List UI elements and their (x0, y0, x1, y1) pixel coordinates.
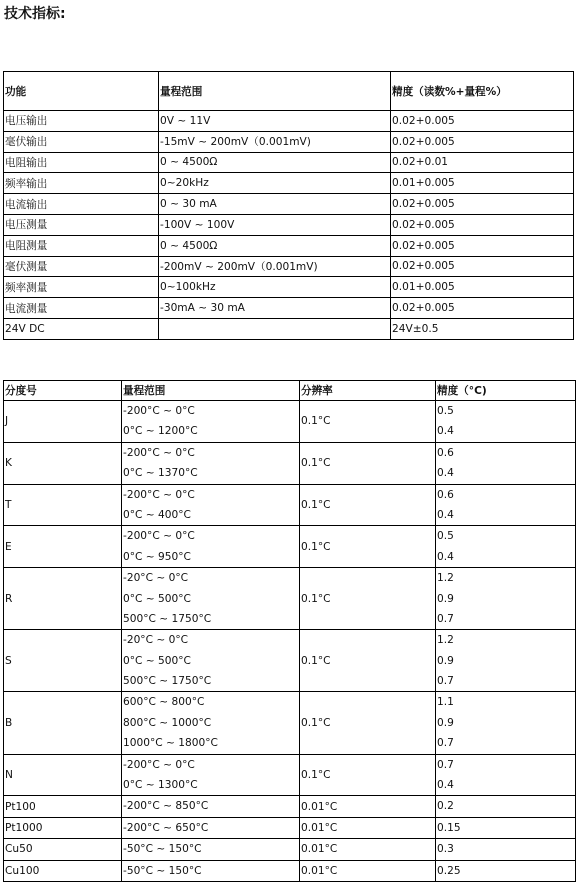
table-row (4, 298, 574, 319)
cell-type: Pt100 (4, 796, 122, 817)
table-row (4, 256, 574, 277)
cell-accuracy: 0.01+0.005 (391, 277, 574, 298)
cell-range: -100V ~ 100V (159, 214, 391, 235)
table-header-row (4, 381, 576, 401)
cell-resolution: 0.1°C (300, 754, 436, 796)
range-line: -50°C ~ 150°C (123, 843, 202, 856)
cell-accuracy: 0.02+0.005 (391, 131, 574, 152)
header-range: 量程范围 (122, 381, 300, 401)
cell-range (122, 754, 300, 796)
table-row (4, 318, 574, 339)
accuracy-line: 0.4 (437, 779, 454, 792)
cell-resolution: 0.1°C (300, 401, 436, 443)
cell-type: J (4, 401, 122, 443)
table-row (4, 526, 576, 568)
accuracy-line: 1.2 (437, 634, 454, 647)
range-line: 0°C ~ 400°C (123, 508, 191, 521)
table-row (4, 152, 574, 173)
table-row (4, 235, 574, 256)
range-line: 0°C ~ 1200°C (123, 425, 198, 438)
accuracy-line: 0.6 (437, 488, 454, 501)
cell-type: Pt1000 (4, 817, 122, 838)
cell-accuracy: 0.02+0.005 (391, 214, 574, 235)
table-row (4, 194, 574, 215)
cell-accuracy (436, 630, 576, 692)
cell-function: 频率输出 (4, 173, 159, 194)
header-range: 量程范围 (159, 72, 391, 111)
range-line: 0°C ~ 1300°C (123, 779, 198, 792)
accuracy-line: 0.9 (437, 654, 454, 667)
header-resolution: 分辨率 (300, 381, 436, 401)
cell-function: 24V DC (4, 318, 159, 339)
cell-resolution: 0.01°C (300, 860, 436, 881)
cell-accuracy (436, 568, 576, 630)
cell-function: 频率测量 (4, 277, 159, 298)
cell-accuracy (436, 817, 576, 838)
range-line: 0°C ~ 1370°C (123, 467, 198, 480)
cell-function: 电阻输出 (4, 152, 159, 173)
cell-accuracy: 24V±0.5 (391, 318, 574, 339)
cell-type: R (4, 568, 122, 630)
range-line: 0°C ~ 950°C (123, 550, 191, 563)
cell-type: N (4, 754, 122, 796)
cell-resolution: 0.1°C (300, 442, 436, 484)
accuracy-line: 0.7 (437, 758, 454, 771)
cell-accuracy (436, 796, 576, 817)
cell-resolution: 0.1°C (300, 568, 436, 630)
cell-function: 电流测量 (4, 298, 159, 319)
cell-resolution: 0.01°C (300, 796, 436, 817)
accuracy-line: 0.4 (437, 467, 454, 480)
cell-resolution: 0.1°C (300, 526, 436, 568)
accuracy-line: 1.2 (437, 572, 454, 585)
range-line: 0°C ~ 500°C (123, 592, 191, 605)
cell-function: 毫伏测量 (4, 256, 159, 277)
cell-type: K (4, 442, 122, 484)
range-line: 600°C ~ 800°C (123, 696, 205, 709)
range-line: -200°C ~ 0°C (123, 405, 195, 417)
cell-accuracy (436, 839, 576, 860)
range-line: -20°C ~ 0°C (123, 572, 189, 585)
table-row (4, 173, 574, 194)
cell-accuracy: 0.02+0.005 (391, 235, 574, 256)
cell-resolution: 0.01°C (300, 817, 436, 838)
cell-accuracy (436, 442, 576, 484)
table-row (4, 630, 576, 692)
accuracy-line: 0.5 (437, 405, 454, 417)
range-line: 500°C ~ 1750°C (123, 675, 212, 688)
cell-type: S (4, 630, 122, 692)
accuracy-line: 0.7 (437, 612, 454, 625)
cell-range (122, 839, 300, 860)
table-row (4, 860, 576, 881)
table-row (4, 817, 576, 838)
header-accuracy: 精度（°C) (436, 381, 576, 401)
cell-accuracy (436, 860, 576, 881)
range-line: -20°C ~ 0°C (123, 634, 189, 647)
cell-resolution: 0.01°C (300, 839, 436, 860)
accuracy-line: 0.7 (437, 675, 454, 688)
cell-range: 0 ~ 30 mA (159, 194, 391, 215)
accuracy-line: 0.2 (437, 800, 454, 813)
cell-accuracy: 0.02+0.005 (391, 111, 574, 132)
accuracy-line: 0.4 (437, 425, 454, 438)
table-row (4, 442, 576, 484)
cell-range (122, 484, 300, 526)
range-line: -200°C ~ 650°C (123, 821, 209, 834)
cell-accuracy (436, 754, 576, 796)
range-line: -200°C ~ 0°C (123, 488, 195, 501)
table-row (4, 754, 576, 796)
table-row (4, 277, 574, 298)
cell-type: E (4, 526, 122, 568)
cell-range: 0 ~ 4500Ω (159, 152, 391, 173)
cell-resolution: 0.1°C (300, 692, 436, 754)
output-spec-table (3, 71, 574, 340)
range-line: -200°C ~ 850°C (123, 800, 209, 813)
table-row (4, 692, 576, 754)
table-row (4, 568, 576, 630)
cell-accuracy: 0.02+0.005 (391, 256, 574, 277)
header-accuracy: 精度（读数%+量程%） (391, 72, 574, 111)
cell-type: T (4, 484, 122, 526)
cell-function: 电压输出 (4, 111, 159, 132)
accuracy-line: 0.4 (437, 550, 454, 563)
cell-accuracy (436, 692, 576, 754)
cell-range (122, 526, 300, 568)
cell-range: 0~100kHz (159, 277, 391, 298)
table-row (4, 796, 576, 817)
table-row (4, 131, 574, 152)
cell-resolution: 0.1°C (300, 484, 436, 526)
range-line: 0°C ~ 500°C (123, 654, 191, 667)
table-row (4, 111, 574, 132)
table-row (4, 839, 576, 860)
accuracy-line: 0.25 (437, 864, 461, 877)
table-row (4, 401, 576, 443)
cell-function: 毫伏输出 (4, 131, 159, 152)
table-row (4, 214, 574, 235)
cell-accuracy: 0.02+0.005 (391, 194, 574, 215)
thermocouple-spec-table (3, 380, 576, 882)
range-line: 1000°C ~ 1800°C (123, 737, 218, 750)
cell-type: B (4, 692, 122, 754)
accuracy-line: 0.9 (437, 716, 454, 729)
accuracy-line: 0.7 (437, 737, 454, 750)
cell-accuracy (436, 401, 576, 443)
cell-range (122, 796, 300, 817)
accuracy-line: 1.1 (437, 696, 454, 709)
accuracy-line: 0.4 (437, 508, 454, 521)
cell-range: 0~20kHz (159, 173, 391, 194)
cell-range (122, 692, 300, 754)
cell-function: 电阻测量 (4, 235, 159, 256)
range-line: 800°C ~ 1000°C (123, 716, 212, 729)
cell-range (122, 568, 300, 630)
accuracy-line: 0.5 (437, 530, 454, 543)
cell-accuracy (436, 526, 576, 568)
cell-range: 0V ~ 11V (159, 111, 391, 132)
accuracy-line: 0.9 (437, 592, 454, 605)
cell-range: -30mA ~ 30 mA (159, 298, 391, 319)
cell-type: Cu50 (4, 839, 122, 860)
cell-accuracy: 0.02+0.005 (391, 298, 574, 319)
cell-range: -200mV ~ 200mV（0.001mV) (159, 256, 391, 277)
cell-range: -15mV ~ 200mV（0.001mV) (159, 131, 391, 152)
accuracy-line: 0.3 (437, 843, 454, 856)
cell-accuracy: 0.01+0.005 (391, 173, 574, 194)
cell-range (122, 817, 300, 838)
cell-range (122, 630, 300, 692)
range-line: 500°C ~ 1750°C (123, 612, 212, 625)
accuracy-line: 0.15 (437, 821, 461, 834)
cell-accuracy (436, 484, 576, 526)
range-line: -200°C ~ 0°C (123, 530, 195, 543)
cell-range (122, 401, 300, 443)
range-line: -200°C ~ 0°C (123, 446, 195, 459)
accuracy-line: 0.6 (437, 446, 454, 459)
cell-range (159, 318, 391, 339)
page-title: 技术指标: (4, 6, 66, 22)
cell-function: 电压测量 (4, 214, 159, 235)
table-row (4, 484, 576, 526)
cell-range (122, 860, 300, 881)
range-line: -200°C ~ 0°C (123, 758, 195, 771)
range-line: -50°C ~ 150°C (123, 864, 202, 877)
header-function: 功能 (4, 72, 159, 111)
table-header-row (4, 72, 574, 111)
cell-type: Cu100 (4, 860, 122, 881)
cell-function: 电流输出 (4, 194, 159, 215)
cell-resolution: 0.1°C (300, 630, 436, 692)
cell-accuracy: 0.02+0.01 (391, 152, 574, 173)
header-type: 分度号 (4, 381, 122, 401)
cell-range (122, 442, 300, 484)
cell-range: 0 ~ 4500Ω (159, 235, 391, 256)
